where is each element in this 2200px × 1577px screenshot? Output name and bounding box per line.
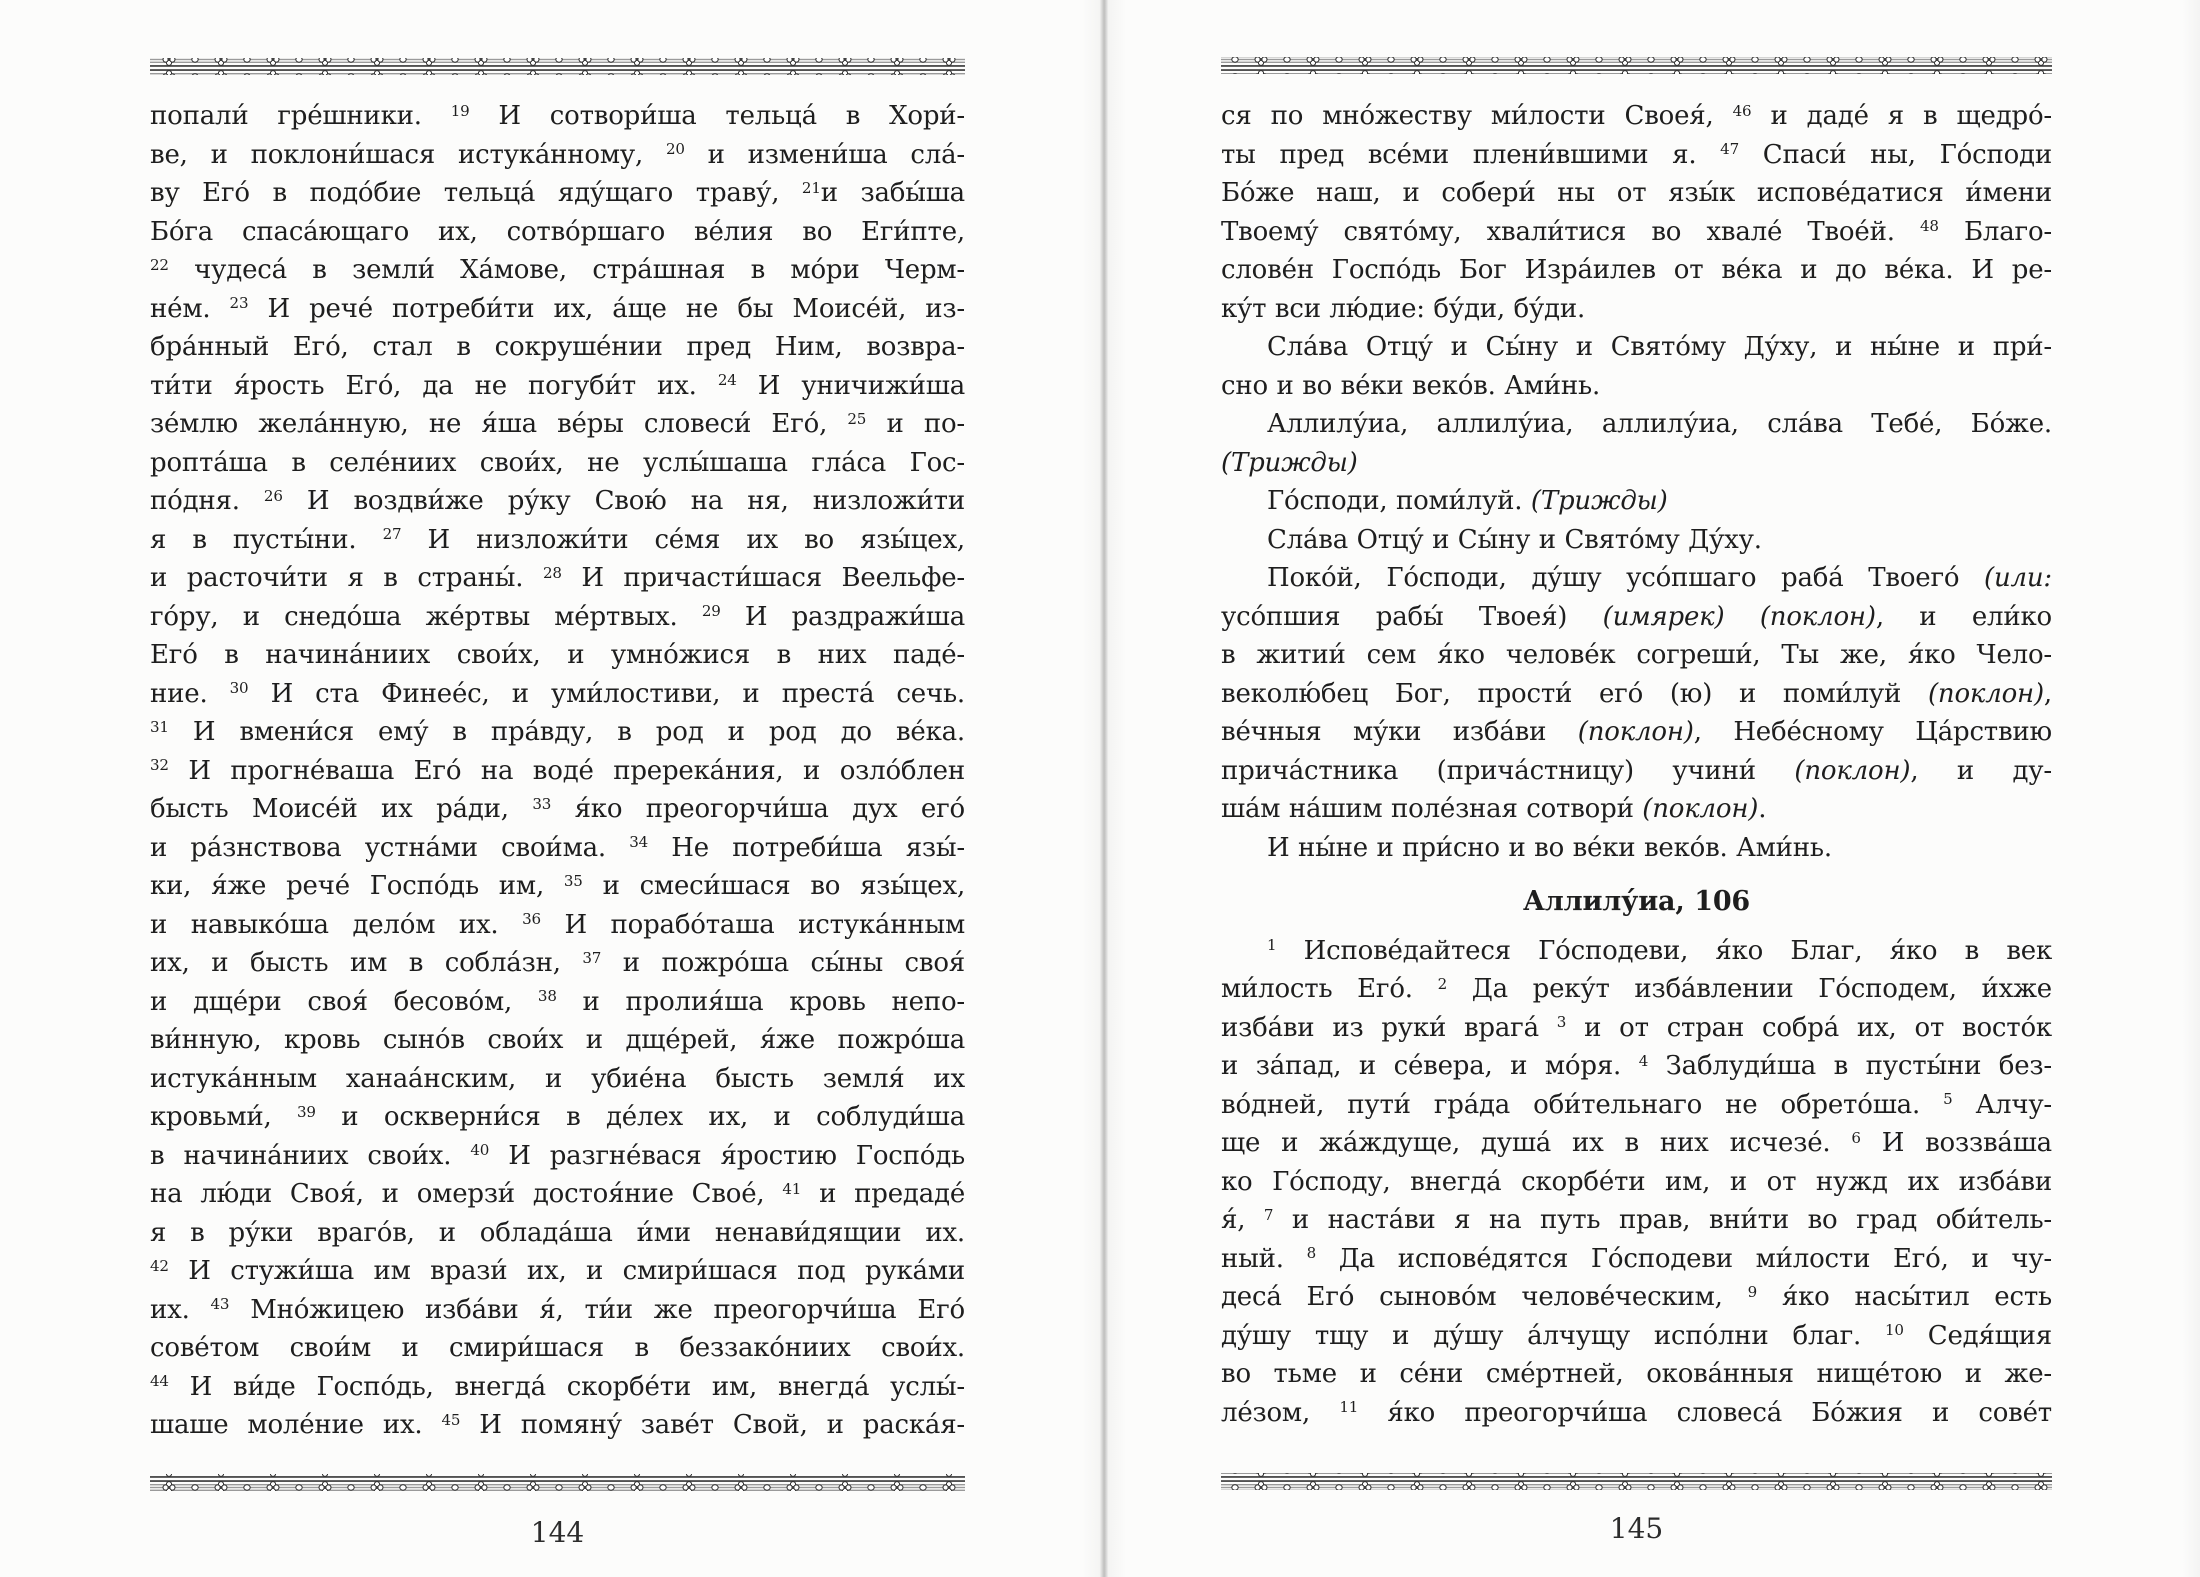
verse-number: 10: [1885, 1321, 1904, 1340]
text-line: Его́ в начина́ниих свои́х, и умно́жися в них паде́-: [150, 640, 965, 670]
ornament-border-top-right: [1221, 57, 2052, 74]
text-line: и навыко́ша дело́м их. $^{36}$ И порабо́таша истука́нным: [150, 909, 965, 940]
text-line: ве, и поклони́шася истука́нному, $^{20}$ и измени́ша сла́-: [150, 139, 965, 170]
text-line: го́ру, и снедо́ша же́ртвы ме́ртвых. $^{29}$ И раздражи́ша: [150, 601, 965, 632]
text-line: прича́стника (прича́стницу) учини́ (поклон), и ду-: [1221, 755, 2052, 786]
verse-number: 29: [701, 602, 721, 621]
verse-number: 25: [847, 409, 867, 428]
text-line: по́дня. $^{26}$ И воздви́же ру́ку Свою́ на ня, низложи́ти: [150, 486, 965, 516]
text-line: во́дней, пути́ гра́да оби́тельнаго не обрето́ша. $^5$ Алчу-: [1221, 1089, 2053, 1120]
text-line: их. $^{43}$ Мно́жицею изба́ви я́, ти́и же преогорчи́ша Его́: [150, 1294, 965, 1325]
text-line: и расточи́ти я в страны́. $^{28}$ И причасти́шася Веельфе-: [150, 563, 965, 593]
text-line: кровьми́, $^{39}$ и оскверни́ся в де́лех их, и соблуди́ша: [150, 1102, 966, 1132]
text-line: Го́споди, поми́луй. (Трижды): [1267, 486, 1668, 516]
text-line: [1221, 444, 2052, 483]
rubric-italic: (поклон): [1577, 717, 1694, 747]
text-line: ко Го́споду, внегда́ скорбе́ти им, и от нужд их изба́ви: [1221, 1166, 2052, 1197]
verse-number: 42: [150, 1256, 169, 1275]
text-line: $^{44}$ И ви́де Госпо́дь, внегда́ скорбе́ти им, внегда́ услы́-: [150, 1371, 965, 1402]
text-line: $^{32}$ И прогне́ваша Его́ на воде́ пререка́ния, и озло́блен: [150, 755, 965, 786]
text-line: бысть Моисе́й их ра́ди, $^{33}$ я́ко преогорчи́ша дух его́: [150, 794, 965, 824]
text-line: и дще́ри своя́ бесово́м, $^{38}$ и пролия́ша кровь непо-: [150, 986, 965, 1017]
verse-number: 9: [1747, 1282, 1757, 1301]
left-page-number: 144: [530, 1516, 585, 1549]
verse-number: 23: [229, 294, 249, 313]
text-line: попали́ гре́шники. $^{19}$ И сотвори́ша тельца́ в Хори́-: [150, 101, 965, 131]
text-line: ный. $^8$ Да испове́дятся Го́сподеви ми́лости Его́, и чу-: [1221, 1243, 2052, 1274]
text-line: сно и во ве́ки веко́в. Ами́нь.: [1221, 370, 1601, 401]
text-line: Бо́же наш, и собери́ ны от язы́к испове́датися и́мени: [1221, 178, 2052, 208]
verse-number: 39: [297, 1102, 316, 1121]
rubric-italic: (поклон): [1927, 678, 2044, 709]
ornament-border-bottom-left: [150, 1474, 965, 1491]
text-line: и ра́знствова устна́ми свои́ма. $^{34}$ Не потреби́ша язы́-: [150, 832, 965, 863]
verse-number: 22: [150, 255, 169, 274]
text-line: деса́ Его́ сыново́м челове́ческим, $^9$ я́ко насы́тил есть: [1221, 1282, 2052, 1312]
text-line: ми́лость Его́. $^2$ Да реку́т изба́влении Го́сподем, и́хже: [1221, 974, 2052, 1004]
text-line: Твоему́ свято́му, хвали́тися во хвале́ Твое́й. $^{48}$ Благо-: [1221, 216, 2052, 247]
text-line: не́м. $^{23}$ И рече́ потреби́ти их, а́ще не бы Моисе́й, из-: [150, 293, 965, 324]
text-line: Аллилу́иа, аллилу́иа, аллилу́иа, сла́ва Тебе́, Бо́же.: [1267, 409, 2052, 439]
right-page-number: 145: [1609, 1512, 1664, 1545]
text-line: веколю́бец Бог, прости́ его́ (ю) и поми́луй (поклон),: [1221, 678, 2052, 709]
text-line: я́, $^7$ и наста́ви я на путь прав, вни́ти во град оби́тель-: [1221, 1205, 2052, 1235]
text-line: слове́н Госпо́дь Бог Изра́илев от ве́ка и до ве́ка. И ре-: [1221, 255, 2052, 285]
ornament-border-top-left: [150, 58, 965, 75]
text-line: ша́м на́шим поле́зная сотвори́ (поклон).: [1221, 794, 1767, 824]
text-line: ще и жа́ждуще, душа́ их в них исчезе́. $^6$ И воззва́ша: [1221, 1128, 2052, 1158]
text-line: я в ру́ки враго́в, и облада́ша и́ми ненави́дящии их.: [150, 1217, 965, 1248]
verse-number: 36: [522, 910, 541, 929]
text-line: истука́нным ханаа́нским, и убие́на бысть земля́ их: [150, 1063, 965, 1094]
verse-number: 34: [629, 833, 649, 852]
rubric-italic: (имярек): [1602, 601, 1725, 632]
text-line: в начина́ниих свои́х. $^{40}$ И разгне́вася я́ростию Госпо́дь: [150, 1140, 965, 1171]
verse-number: 27: [382, 525, 402, 544]
text-line: ле́зом, $^{11}$ я́ко преогорчи́ша словеса́ Бо́жия и сове́т: [1221, 1397, 2052, 1428]
text-line: на лю́ди Своя́, и омерзи́ достоя́ние Свое́, $^{41}$ и предаде́: [150, 1179, 966, 1209]
verse-number: 19: [450, 101, 470, 120]
ornament-border-bottom-right: [1221, 1473, 2052, 1490]
verse-number: 45: [441, 1410, 461, 1429]
page-edge-shade: [2182, 0, 2200, 1577]
verse-number: 33: [532, 794, 552, 813]
text-line: ние. $^{30}$ И ста Финее́с, и уми́лостиви, и преста́ сечь.: [150, 678, 965, 709]
rubric-italic: (поклон): [1759, 601, 1876, 632]
verse-number: 40: [470, 1141, 490, 1160]
verse-number: 1: [1267, 936, 1277, 955]
text-line: ве́чныя му́ки изба́ви (поклон), Небе́сному Ца́рствию: [1221, 717, 2052, 747]
text-line: и за́пад, и се́вера, и мо́ря. $^4$ Заблуди́ша в пусты́ни без-: [1221, 1051, 2052, 1081]
verse-number: 47: [1720, 140, 1739, 159]
left-page-text: [150, 97, 965, 1445]
right-page-text: [1221, 97, 2052, 1432]
verse-number: 43: [210, 1295, 230, 1314]
verse-number: 28: [542, 563, 562, 582]
verse-number: 44: [150, 1372, 169, 1391]
verse-number: 24: [717, 371, 737, 390]
gutter-shadow: [1082, 0, 1126, 1577]
verse-number: 26: [263, 486, 283, 505]
text-line: И ны́не и при́сно и во ве́ки веко́в. Ами́нь.: [1267, 832, 1832, 863]
text-line: в житии́ сем я́ко челове́к согреши́, Ты же, я́ко Чело-: [1221, 640, 2052, 670]
verse-number: 21: [801, 178, 821, 197]
text-line: $^{22}$ чудеса́ в земли́ Ха́мове, стра́шная в мо́ри Черм-: [150, 255, 965, 285]
text-line: ропта́ша в селе́ниих свои́х, не услы́шаша гла́са Гос-: [150, 447, 965, 478]
text-line: Поко́й, Го́споди, ду́шу усо́пшаго раба́ Твоего́ (или:: [1267, 563, 2052, 593]
text-line: ки, я́же рече́ Госпо́дь им, $^{35}$ и смеси́шася во язы́цех,: [150, 871, 966, 901]
text-line: Бо́га спаса́ющаго их, сотво́ршаго ве́лия во Еги́пте,: [150, 216, 965, 247]
text-line: Сла́ва Отцу́ и Сы́ну и Свято́му Ду́ху, и ны́не и при́-: [1267, 332, 2052, 362]
text-line: ву Его́ в подо́бие тельца́ яду́щаго траву́, $^{21}$и забы́ша: [150, 178, 965, 208]
verse-number: 6: [1851, 1128, 1861, 1147]
text-line: $^{42}$ И стужи́ша им врази́ их, и смири́шася под рука́ми: [150, 1256, 965, 1286]
text-line: усо́пшия рабы́ Твоея́) (имярек) (поклон), и ели́ко: [1221, 601, 2052, 632]
rubric-italic: (Трижды): [1221, 447, 1358, 478]
psalm-heading: Аллилу́иа, 106: [1523, 886, 1750, 917]
verse-number: 38: [537, 987, 557, 1006]
verse-number: 31: [150, 717, 169, 736]
text-line: ду́шу тщу и ду́шу а́лчущу испо́лни благ. $^{10}$ Седя́щия: [1221, 1320, 2052, 1351]
verse-number: 41: [782, 1179, 802, 1198]
verse-number: 7: [1263, 1205, 1274, 1224]
verse-number: 8: [1306, 1244, 1316, 1263]
verse-number: 11: [1339, 1398, 1359, 1417]
text-line: $^{31}$ И вмени́ся ему́ в пра́вду, в род и род до ве́ка.: [150, 717, 965, 747]
text-line: зе́млю жела́нную, не я́ша ве́ры словеси́ Его́, $^{25}$ и по-: [150, 409, 966, 439]
verse-number: 46: [1732, 101, 1752, 120]
text-line: во тьме и се́ни сме́ртней, окова́нныя нище́тою и же-: [1221, 1359, 2052, 1389]
rubric-italic: (или:: [1984, 563, 2052, 593]
text-line: Сла́ва Отцу́ и Сы́ну и Свято́му Ду́ху.: [1267, 524, 1762, 555]
text-line: я в пусты́ни. $^{27}$ И низложи́ти се́мя их во язы́цех,: [150, 524, 965, 555]
rubric-italic: (поклон): [1642, 794, 1759, 824]
text-line: их, и бысть им в собла́зн, $^{37}$ и пожро́ша сы́ны своя́: [150, 948, 965, 978]
text-line: бра́нный Его́, стал в сокруше́нии пред Ним, возвра-: [150, 332, 965, 362]
text-line: сове́том свои́м и смири́шася в беззако́ниих свои́х.: [150, 1333, 965, 1363]
text-line: ви́нную, кровь сыно́в свои́х и дще́рей, я́же пожро́ша: [150, 1025, 965, 1055]
verse-number: 30: [229, 679, 249, 698]
verse-number: 4: [1638, 1051, 1649, 1070]
rubric-italic: (поклон): [1794, 755, 1911, 786]
verse-number: 5: [1943, 1090, 1953, 1109]
verse-number: 48: [1920, 217, 1939, 236]
text-line: ти́ти я́рость Его́, да не погуби́т их. $^{24}$ И уничижи́ша: [150, 370, 965, 401]
text-line: шаше моле́ние их. $^{45}$ И помяну́ заве́т Свой, и раска́я-: [150, 1410, 965, 1440]
verse-number: 37: [582, 948, 602, 967]
verse-number: 32: [150, 756, 169, 775]
verse-number: 3: [1556, 1013, 1567, 1032]
verse-number: 35: [563, 871, 583, 890]
text-line: $^1$ Испове́дайтеся Го́сподеви, я́ко Благ, я́ко в век: [1267, 935, 2052, 966]
text-line: изба́ви из руки́ врага́ $^3$ и от стран собра́ их, от восто́к: [1221, 1012, 2052, 1043]
text-line: ся по мно́жеству ми́лости Своея́, $^{46}$ и даде́ я в щедро́-: [1221, 101, 2052, 131]
text-line: ку́т вси лю́дие: бу́ди, бу́ди.: [1221, 293, 1586, 324]
verse-number: 2: [1437, 974, 1447, 993]
verse-number: 20: [665, 140, 685, 159]
rubric-italic: (Трижды): [1530, 486, 1668, 516]
text-line: ты пред все́ми плени́вшими я. $^{47}$ Спаси́ ны, Го́споди: [1221, 139, 2052, 170]
